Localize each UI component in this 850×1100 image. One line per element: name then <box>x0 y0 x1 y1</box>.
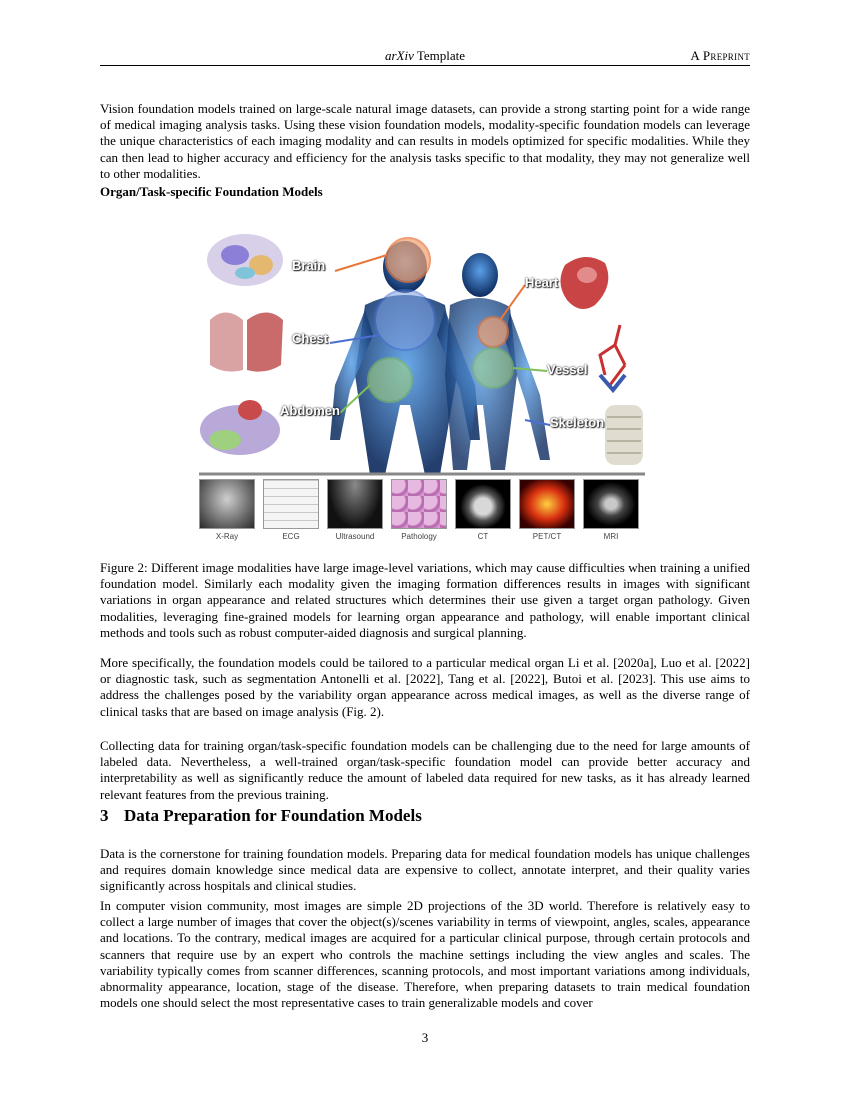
modality-label: X-Ray <box>215 532 239 541</box>
abdomen-rendering <box>200 400 280 455</box>
header-preprint-label: A Preprint <box>690 48 750 63</box>
heart-circle <box>478 317 508 347</box>
collecting-paragraph: Collecting data for training organ/task-specific foundation models can be challenging due to the need for large amounts of labeled data. Nevertheless, a well-trained organ/task-specific foundation model can provide better accuracy and interpretability as well as significantly reduce the amount of labeled data required for new tasks, as it has already learned relevant features from the previous training. <box>100 738 750 802</box>
chest-circle <box>375 290 435 350</box>
cv-paragraph: In computer vision community, most images are simple 2D projections of the 3D world. Therefore is relatively easy to collect a large number of images that cover the object(s)/scenes variability in terms of viewpoint, angles, scales, appearance and locations. To the contrary, medical images are acquired for a particular clinical purpose, through certain protocols and scanners that require use by an expert who controls the machine settings including the view angles and scales. The variability typically comes from scanner differences, scanning protocols, and most important variations among individuals, abnormality appearance, location, stage of the disease. Therefore, when preparing datasets to train medical foundation models one should select the most representative cases to train generalizable models and cover <box>100 898 750 1011</box>
figure-caption: Figure 2: Different image modalities have large image-level variations, which may cause difficulties when training a unified foundation model. Similarly each modality given the imaging formation differences results in images with significant variations in organ appearance and related structures which determines their use given a target organ pathology. Given modalities, leveraging fine-grained models for learning organ appearance and pathology, will enable important clinical methods and tools such as robust computer-aided diagnosis and surgical planning. <box>100 560 750 640</box>
mri-thumbnail <box>583 479 639 529</box>
intro-paragraph: Vision foundation models trained on large-scale natural image datasets, can provide a strong starting point for a wide range of medical imaging analysis tasks. Using these vision foundation models, modality-specific foundation models can leverage the unique characteristics of each imaging modality and can results in models optimized for specific modalities. While they can then lead to higher accuracy and efficiency for the analysis tasks specific to that modality, they may not generalize well to other modalities. <box>100 101 750 181</box>
running-header <box>100 48 750 66</box>
figure-2 <box>195 225 655 545</box>
section-title-text: Data Preparation for Foundation Models <box>124 806 422 825</box>
modality-label: Pathology <box>401 532 437 541</box>
ecg-thumbnail <box>263 479 319 529</box>
ultrasound-thumbnail <box>327 479 383 529</box>
subsection-heading: Organ/Task-specific Foundation Models <box>100 184 323 199</box>
section-heading <box>100 806 422 826</box>
header-title: arXiv Template <box>384 48 466 63</box>
petct-thumbnail <box>519 479 575 529</box>
label-abdomen: Abdomen <box>280 403 340 418</box>
label-chest: Chest <box>292 331 329 346</box>
modality-label: MRI <box>603 532 619 541</box>
data-paragraph: Data is the cornerstone for training foundation models. Preparing data for medical foundation models has unique challenges and requires domain knowledge since medical data are expensive to collect, annotate interpret, and their quality varies significantly across hospitals and clinical studies. <box>100 846 750 894</box>
modality-label: ECG <box>282 532 300 541</box>
modality-label: Ultrasound <box>335 532 375 541</box>
modality-thumbnails <box>199 479 649 539</box>
modality-label: PET/CT <box>532 532 562 541</box>
vessel-circle <box>473 348 513 388</box>
xray-thumbnail <box>199 479 255 529</box>
brain-rendering <box>207 234 283 286</box>
skeleton-rendering <box>605 405 643 465</box>
label-brain: Brain <box>292 258 326 273</box>
page-number: 3 <box>421 1030 429 1045</box>
brain-circle <box>386 238 430 282</box>
label-vessel: Vessel <box>547 362 588 377</box>
ct-thumbnail <box>455 479 511 529</box>
label-skeleton: Skeleton <box>550 415 605 430</box>
chest-rendering <box>210 313 283 372</box>
section-number: 3 <box>100 806 109 825</box>
modality-label: CT <box>477 532 489 541</box>
pathology-thumbnail <box>391 479 447 529</box>
specific-paragraph: More specifically, the foundation models could be tailored to a particular medical organ Li et al. [2020a], Luo et al. [2022] or diagnostic task, such as segmentation Antonelli et al. [2022], Tang et al. [2022], Butoi et al. [2023]. This use aims to address the challenges posed by the variability organ appearance across medical images, as well as the diverse range of clinical tasks that are based on image analysis (Fig. 2). <box>100 655 750 719</box>
label-heart: Heart <box>525 275 559 290</box>
abdomen-circle <box>368 358 412 402</box>
vessel-rendering <box>600 325 625 390</box>
heart-rendering <box>560 257 608 309</box>
